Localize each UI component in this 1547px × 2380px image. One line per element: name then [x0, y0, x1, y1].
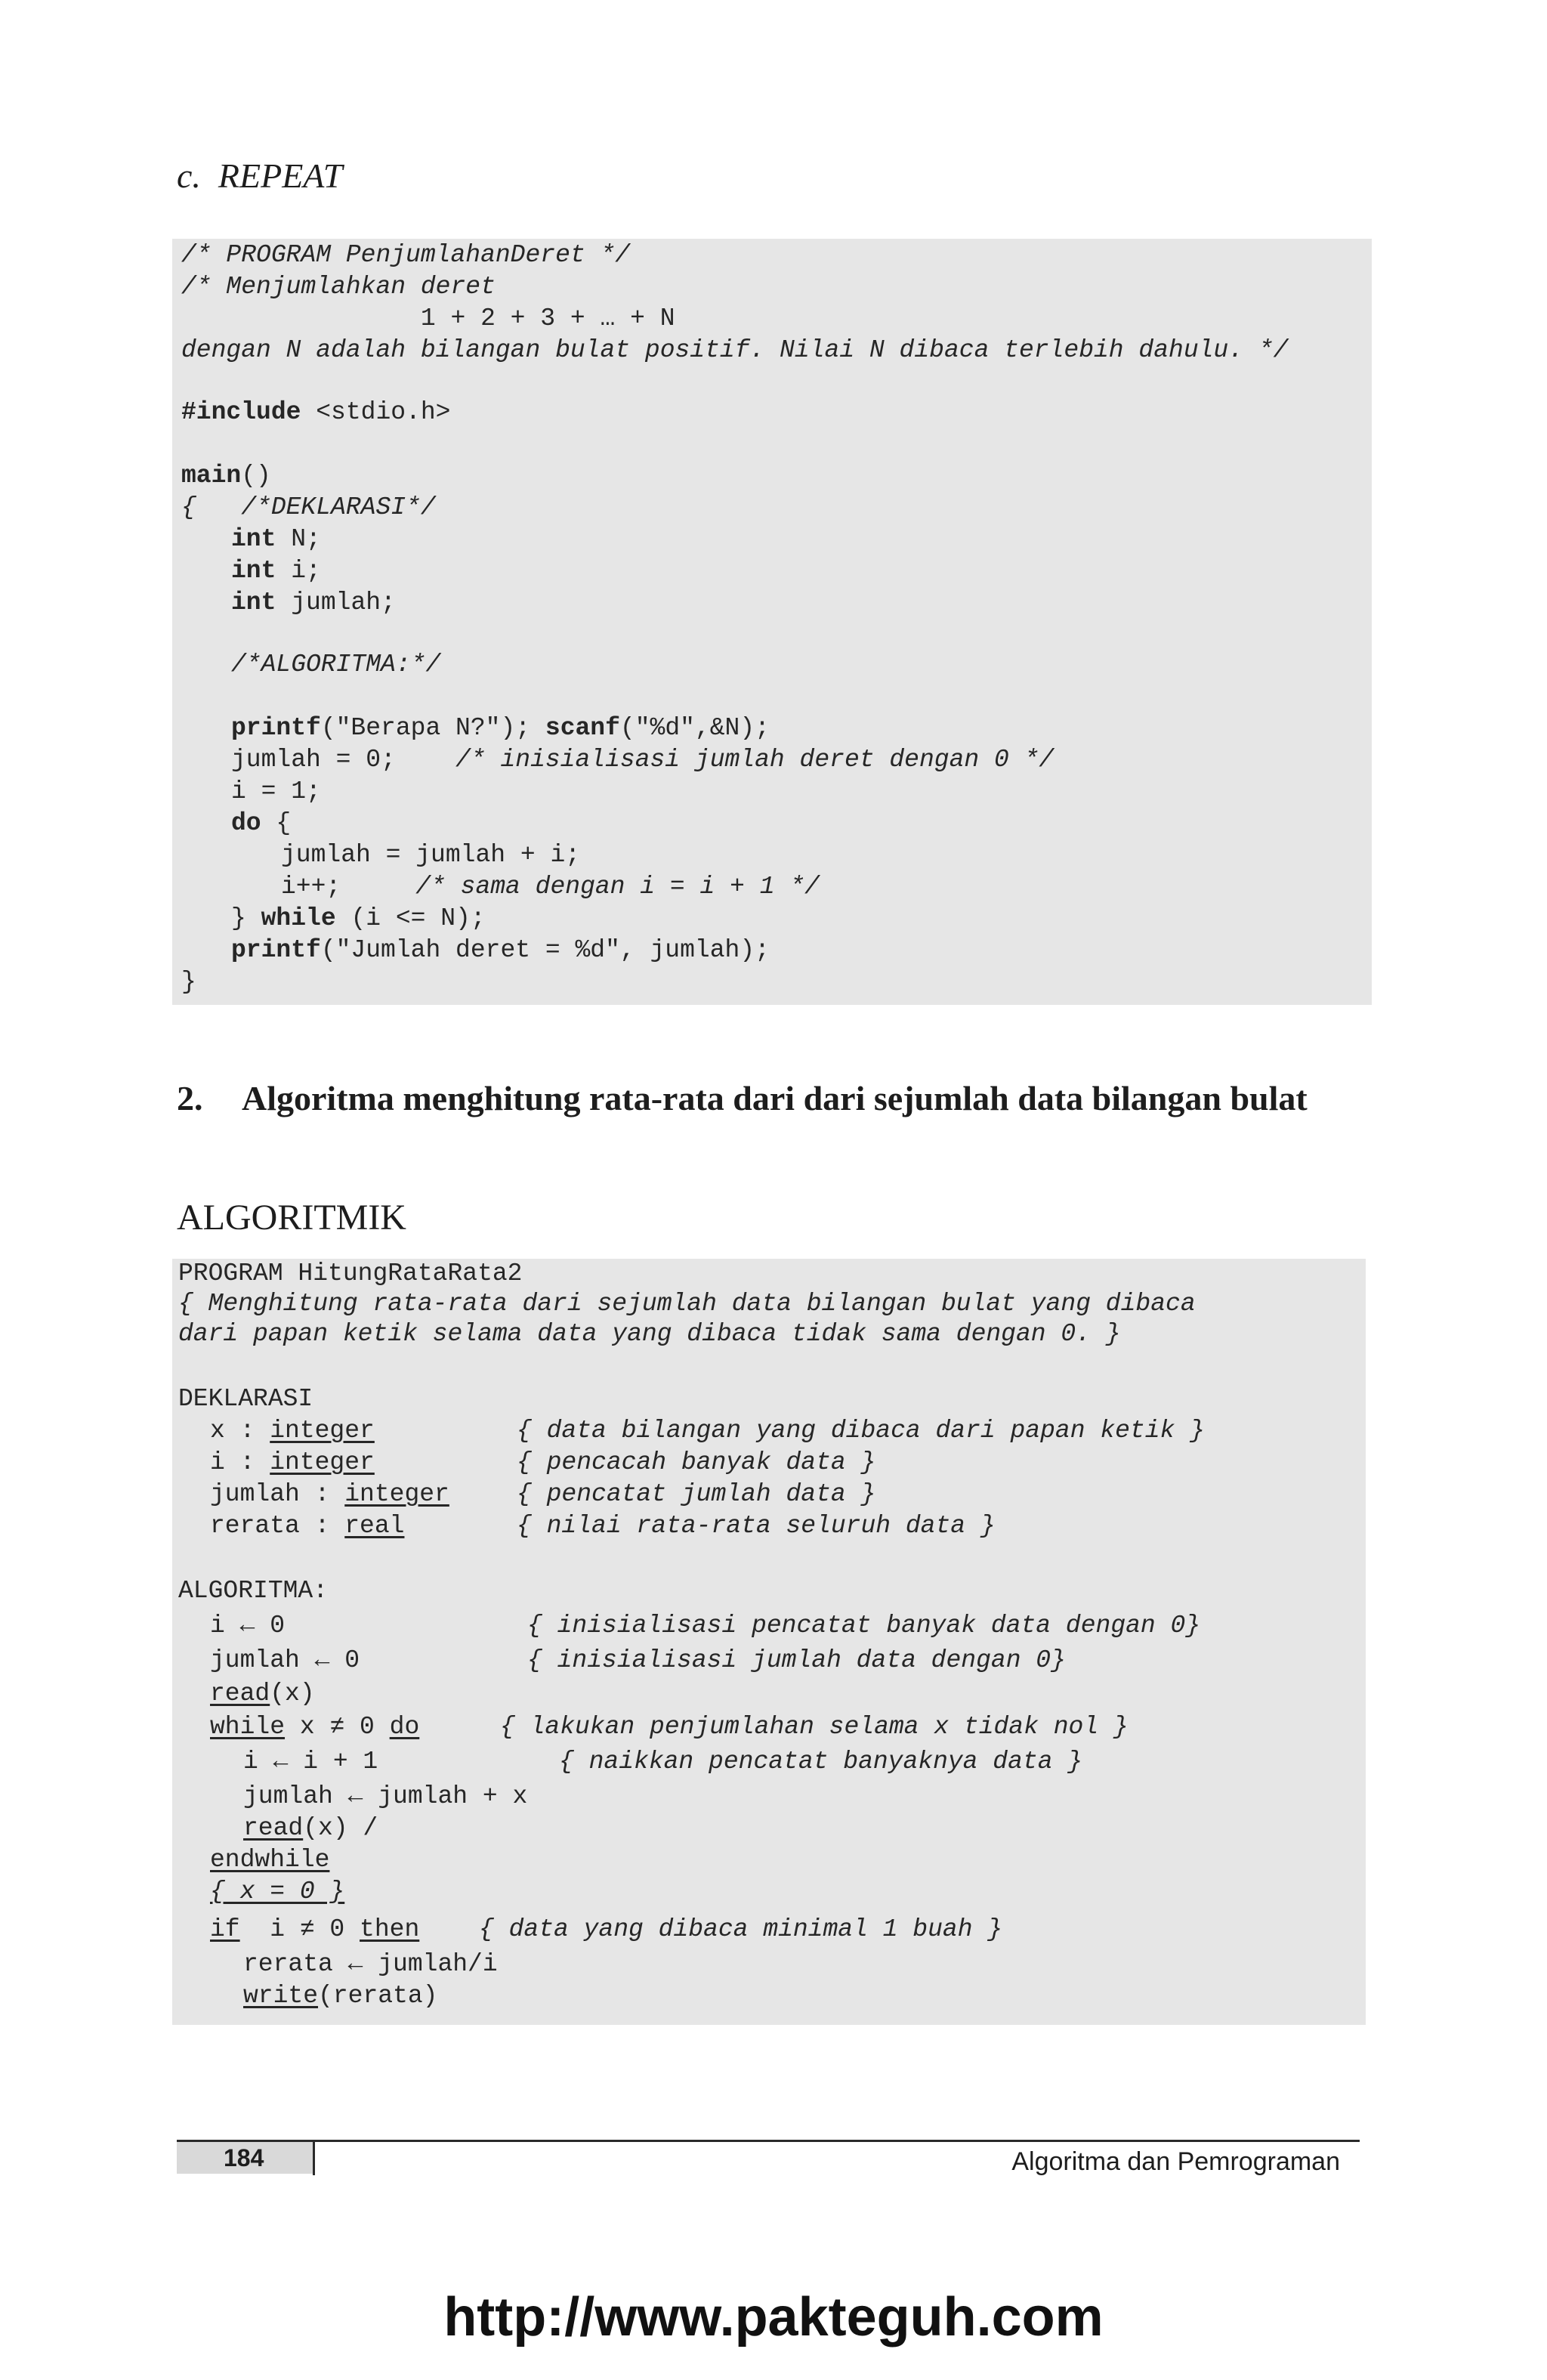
keyword: while	[261, 904, 336, 932]
code-text: rerata :	[210, 1512, 345, 1540]
keyword: int	[231, 557, 276, 585]
code-line: { /*DEKLARASI*/	[181, 493, 436, 521]
code-text: jumlah;	[276, 589, 396, 617]
code-text: ()	[241, 462, 271, 490]
code-line	[210, 1448, 375, 1478]
code-line	[243, 1813, 378, 1844]
code-text: (i <= N);	[335, 904, 486, 932]
code-line	[210, 1915, 419, 1945]
code-line: i ← i + 1	[243, 1748, 378, 1776]
code-line	[231, 904, 486, 934]
keyword: printf	[231, 936, 321, 964]
keyword: if	[210, 1915, 240, 1943]
code-line	[231, 524, 321, 555]
code-text: <stdio.h>	[301, 398, 451, 426]
code-comment: { data bilangan yang dibaca dari papan ketik }	[517, 1417, 1205, 1445]
footer-divider	[313, 2142, 315, 2175]
code-comment: { naikkan pencatat banyaknya data }	[559, 1748, 1083, 1776]
code-line: i ← 0	[210, 1612, 286, 1640]
code-line: endwhile	[210, 1846, 330, 1874]
book-title: Algoritma dan Pemrograman	[1011, 2147, 1340, 2176]
code-line	[210, 1511, 404, 1541]
keyword: write	[243, 1982, 319, 2010]
algorithm-code-block	[172, 1259, 1366, 2025]
keyword: while	[210, 1713, 286, 1741]
code-line: }	[181, 968, 196, 996]
code-text: jumlah :	[210, 1480, 345, 1508]
keyword: do	[231, 809, 261, 837]
code-comment: /* sama dengan i = i + 1 */	[415, 873, 820, 901]
code-line: dengan N adalah bilangan bulat positif. Nilai N dibaca terlebih dahulu. */	[181, 336, 1289, 364]
keyword: main	[181, 462, 242, 490]
code-line	[181, 397, 450, 428]
code-line	[181, 461, 271, 491]
type-keyword: integer	[344, 1480, 449, 1508]
code-text: i ≠ 0	[239, 1915, 360, 1943]
code-line: i = 1;	[231, 777, 321, 805]
keyword: then	[360, 1915, 420, 1943]
code-text: (rerata)	[318, 1982, 438, 2010]
code-text: jumlah = 0;	[231, 746, 456, 774]
code-comment: { data yang dibaca minimal 1 buah }	[479, 1915, 1003, 1943]
code-text: x ≠ 0	[285, 1713, 390, 1741]
code-line	[210, 1712, 419, 1742]
code-text: {	[261, 809, 292, 837]
keyword: do	[389, 1713, 420, 1741]
code-text: ("Berapa N?");	[320, 714, 545, 742]
code-line	[231, 556, 321, 586]
keyword: int	[231, 589, 276, 617]
keyword: read	[210, 1680, 270, 1708]
footer-rule	[177, 2140, 1360, 2142]
code-line: /* Menjumlahkan deret	[181, 273, 496, 301]
code-text: i :	[210, 1448, 270, 1476]
code-comment: /* inisialisasi jumlah deret dengan 0 */	[455, 746, 1054, 774]
code-line: dari papan ketik selama data yang dibaca tidak sama dengan 0. }	[178, 1320, 1121, 1348]
code-comment: { lakukan penjumlahan selama x tidak nol }	[500, 1713, 1129, 1741]
code-line: { Menghitung rata-rata dari sejumlah data bilangan bulat yang dibaca	[178, 1290, 1196, 1318]
code-text: (x) /	[303, 1814, 378, 1842]
code-text: i;	[276, 557, 321, 585]
type-keyword: real	[344, 1512, 405, 1540]
code-line	[210, 1479, 449, 1510]
code-line	[231, 713, 770, 743]
algoritmik-heading: ALGORITMIK	[177, 1198, 406, 1238]
code-line: ALGORITMA:	[178, 1577, 329, 1605]
code-line: rerata ← jumlah/i	[243, 1950, 498, 1978]
page-number: 184	[224, 2144, 264, 2171]
code-line: jumlah ← jumlah + x	[243, 1782, 528, 1810]
keyword: printf	[231, 714, 321, 742]
keyword: read	[243, 1814, 304, 1842]
code-comment: { nilai rata-rata seluruh data }	[517, 1512, 996, 1540]
code-comment: { inisialisasi jumlah data dengan 0}	[527, 1646, 1066, 1674]
code-line: /*ALGORITMA:*/	[231, 651, 441, 678]
code-line	[231, 808, 291, 839]
subsection-heading: c. REPEAT	[177, 156, 343, 195]
keyword: scanf	[545, 714, 620, 742]
code-line: PROGRAM HitungRataRata2	[178, 1260, 523, 1287]
c-code-block	[172, 239, 1372, 1005]
code-line	[243, 1981, 437, 2011]
code-line	[231, 588, 396, 618]
code-line: jumlah = jumlah + i;	[281, 841, 581, 869]
code-line	[210, 1416, 375, 1446]
code-comment: { x = 0 }	[210, 1878, 345, 1906]
code-comment: { pencatat jumlah data }	[517, 1480, 876, 1508]
code-line: /* PROGRAM PenjumlahanDeret */	[181, 241, 631, 269]
code-line: jumlah ← 0	[210, 1646, 360, 1674]
code-comment: { inisialisasi pencatat banyak data dengan 0}	[527, 1612, 1201, 1640]
code-line	[210, 1679, 315, 1709]
code-text: (x)	[270, 1680, 315, 1708]
code-line	[231, 745, 1054, 775]
code-comment: { pencacah banyak data }	[517, 1448, 876, 1476]
keyword: int	[231, 525, 276, 553]
type-keyword: integer	[270, 1417, 375, 1445]
code-line	[231, 935, 770, 966]
code-text: x :	[210, 1417, 270, 1445]
section-title: Algoritma menghitung rata-rata dari dari sejumlah data bilangan bulat	[242, 1079, 1308, 1117]
code-text: }	[231, 904, 261, 932]
code-text: N;	[276, 525, 321, 553]
code-text: ("Jumlah deret = %d", jumlah);	[320, 936, 770, 964]
code-line	[281, 872, 820, 902]
code-text: i++;	[281, 873, 416, 901]
type-keyword: integer	[270, 1448, 375, 1476]
keyword: #include	[181, 398, 301, 426]
watermark-url: http://www.pakteguh.com	[443, 2287, 1104, 2348]
code-line: 1 + 2 + 3 + … + N	[181, 304, 675, 332]
section-number: 2.	[177, 1079, 203, 1117]
code-line: DEKLARASI	[178, 1385, 313, 1413]
code-text: ("%d",&N);	[619, 714, 770, 742]
